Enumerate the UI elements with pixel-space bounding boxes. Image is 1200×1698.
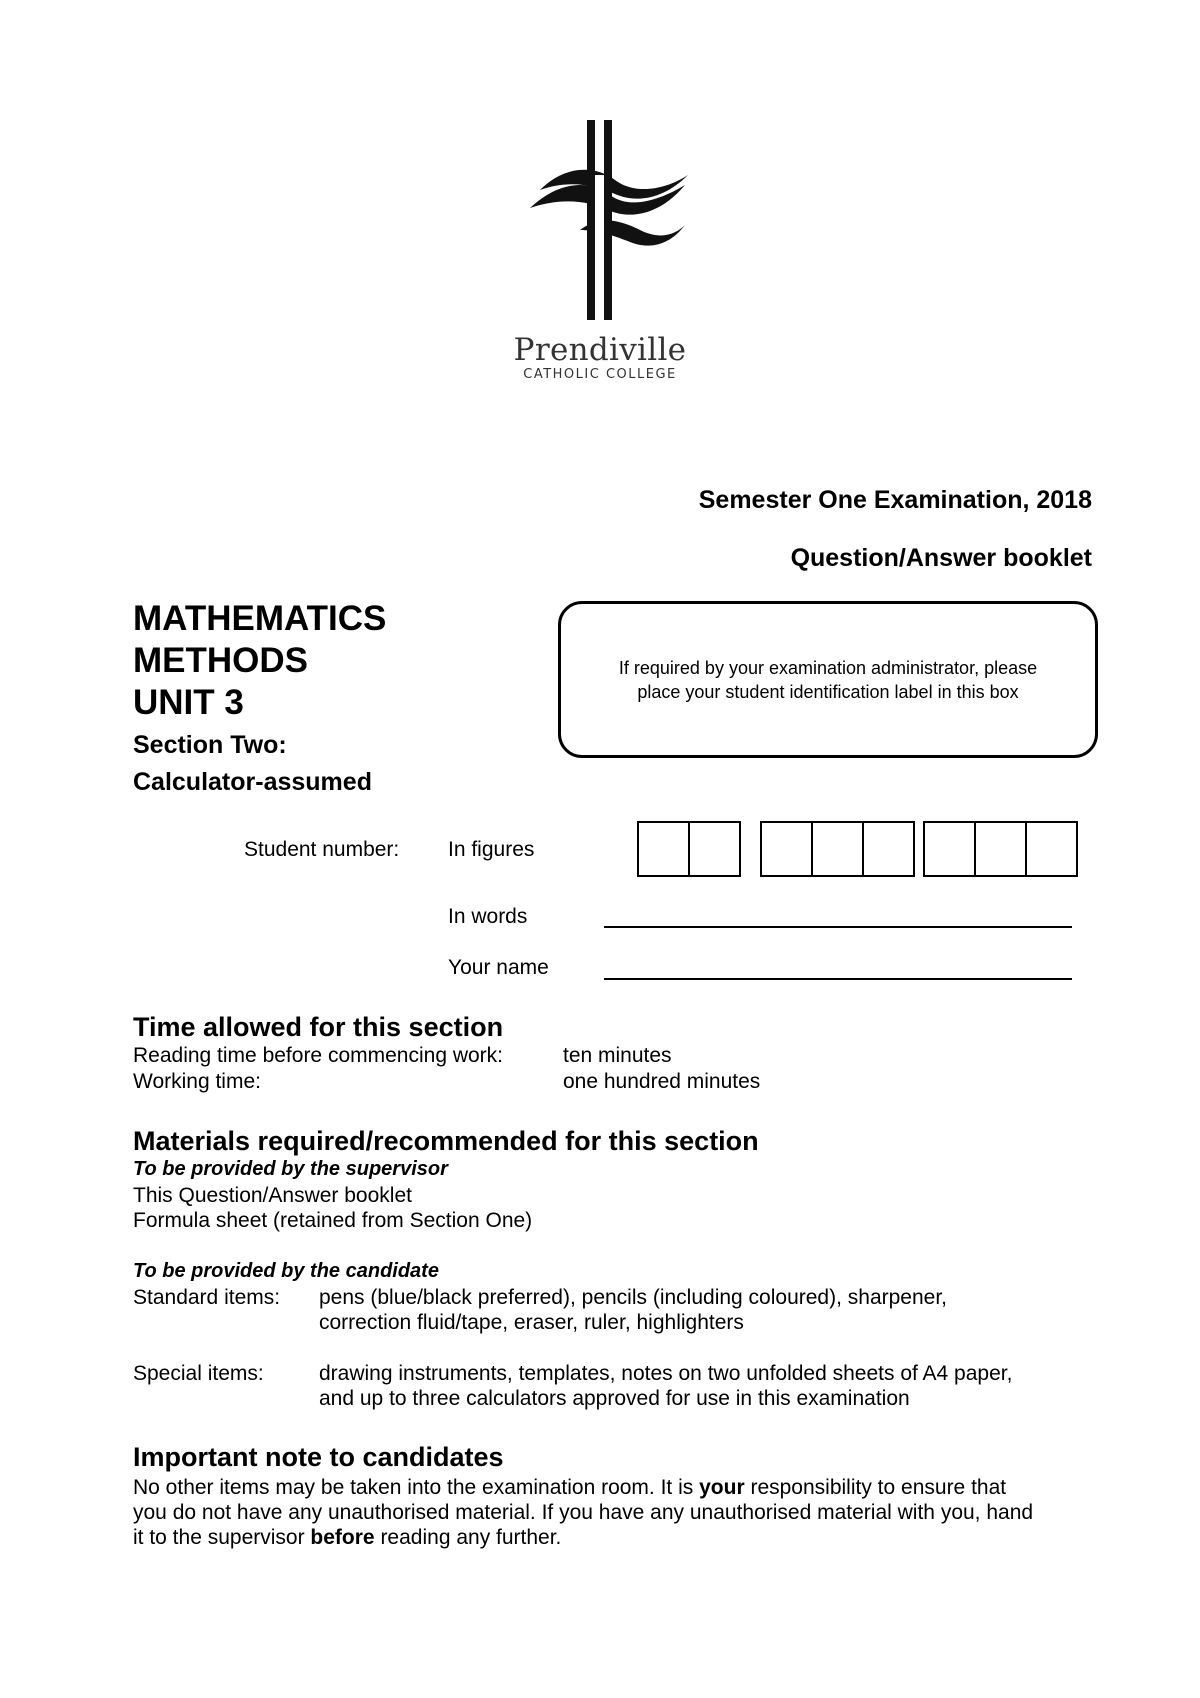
standard-items-line2: correction fluid/tape, eraser, ruler, highlighters [319,1311,744,1334]
digit-box[interactable] [923,821,976,877]
note-line3 [133,1525,561,1550]
digit-box[interactable] [637,821,690,877]
note-text: reading any further. [374,1526,562,1549]
digit-box[interactable] [974,821,1027,877]
digit-group-3 [923,821,1078,877]
supervisor-item: This Question/Answer booklet [133,1184,412,1207]
note-emphasis: before [310,1526,375,1549]
standard-items-line1: pens (blue/black preferred), pencils (including coloured), sharpener, [319,1286,948,1309]
working-time-value: one hundred minutes [563,1070,761,1093]
booklet-title: Question/Answer booklet [790,544,1092,572]
note-text: responsibility to ensure that [744,1476,1007,1499]
student-id-label-box[interactable] [558,601,1098,758]
digit-box[interactable] [1025,821,1078,877]
note-text: it to the supervisor [133,1526,311,1549]
college-subtitle: CATHOLIC COLLEGE [523,367,677,382]
id-box-text-line2: place your student identification label in this box [637,681,1019,702]
standard-items-label: Standard items: [133,1286,281,1309]
digit-box[interactable] [760,821,813,877]
section-type: Calculator-assumed [133,768,372,796]
note-line2: you do not have any unauthorised material. If you have any unauthorised material with you, hand [133,1501,1034,1524]
digit-box[interactable] [688,821,741,877]
digit-box[interactable] [862,821,915,877]
id-box-text-line1: If required by your examination administrator, please [618,657,1038,678]
note-emphasis: your [699,1476,745,1499]
subject-title-line3: UNIT 3 [133,683,244,722]
special-items-line2: and up to three calculators approved for use in this examination [319,1387,910,1410]
in-words-line[interactable] [604,926,1072,928]
exam-title: Semester One Examination, 2018 [698,486,1092,514]
reading-time-label: Reading time before commencing work: [133,1044,504,1067]
cross-wave-logo-icon [520,120,700,320]
candidate-heading: To be provided by the candidate [133,1260,439,1282]
section-label: Section Two: [133,731,287,759]
in-figures-label: In figures [448,838,535,861]
special-items-line1: drawing instruments, templates, notes on two unfolded sheets of A4 paper, [319,1362,1013,1385]
digit-box[interactable] [811,821,864,877]
subject-title-line1: MATHEMATICS [133,599,387,638]
student-number-label: Student number: [244,838,400,861]
your-name-label: Your name [448,956,549,979]
important-note-heading: Important note to candidates [133,1442,504,1472]
digit-group-2 [760,821,915,877]
working-time-label: Working time: [133,1070,261,1093]
time-allowed-heading: Time allowed for this section [133,1012,504,1042]
materials-heading: Materials required/recommended for this section [133,1126,759,1156]
note-line1 [133,1475,1006,1500]
supervisor-heading: To be provided by the supervisor [133,1158,448,1180]
in-words-label: In words [448,905,528,928]
your-name-line[interactable] [604,978,1072,980]
reading-time-value: ten minutes [563,1044,672,1067]
digit-group-1 [637,821,741,877]
supervisor-item: Formula sheet (retained from Section One) [133,1209,533,1232]
subject-title-line2: METHODS [133,641,308,680]
special-items-label: Special items: [133,1362,264,1385]
college-name: Prendiville [513,332,687,368]
note-text: No other items may be taken into the examination room. It is [133,1476,700,1499]
